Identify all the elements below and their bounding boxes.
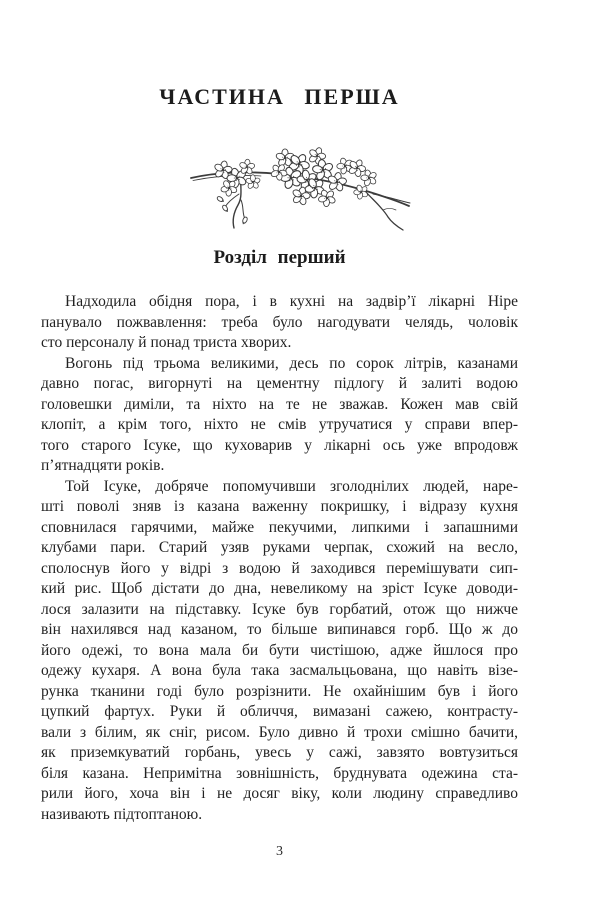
text-line: того старого Ісуке, що куховарив у лікарні ось уже впродовж	[41, 436, 518, 454]
text-line: лося залазити на підставку. Ісуке був горбатий, отож що нижче	[41, 600, 518, 618]
text-line: сповнилася гарячими, майже пекучими, липкими і запашними	[41, 518, 518, 536]
page-number: 3	[276, 844, 283, 859]
paragraph	[41, 477, 518, 826]
body-text	[41, 292, 518, 825]
text-line: Той Ісуке, добряче попомучивши зголоднілих людей, наре-	[65, 477, 518, 495]
text-line: сполоснув його у відрі з водою й заходився перемішувати сип-	[41, 559, 518, 577]
chapter-title: Розділ перший	[213, 247, 346, 268]
blossom-branch-icon	[187, 138, 413, 235]
text-line: Надходила обідня пора, і в кухні на задвір’ї лікарні Ніре	[65, 293, 518, 310]
text-column	[41, 84, 518, 860]
text-line: рунка тканини годі було розрізнити. Не охайнішим був і його	[41, 682, 518, 700]
text-line: як приземкуватий горбань, увесь у сажі, завзято вовтузиться	[41, 744, 518, 761]
text-line: цупкий фартух. Руки й обличчя, вимазані сажею, контрасту-	[41, 703, 518, 720]
text-line: сто персоналу й понад триста хворих.	[41, 334, 292, 351]
part-title: ЧАСТИНА ПЕРША	[159, 84, 400, 109]
text-line: Вогонь під трьома великими, десь по сорок літрів, казанами	[65, 354, 518, 372]
text-line: його одежі, то вона мала би бути чистішою, адже йшлося про	[41, 641, 518, 659]
text-line: одежу кухаря. А вона була така засмальцьована, що навіть візе-	[41, 662, 518, 679]
text-line: шті поволі зняв із казана важенну покришку, і відразу кухня	[41, 498, 518, 515]
blossom-branch-illustration	[187, 138, 413, 235]
text-line: п’ятнадцяти років.	[41, 457, 165, 474]
text-line: кий рис. Щоб дістати до дна, невеликому на зріст Ісуке доводи-	[41, 580, 518, 597]
text-line: клопіт, а крім того, ніхто не смів утручатися у справи впер-	[41, 416, 518, 433]
text-line: називають підтоптаною.	[41, 805, 203, 823]
text-line: давно погас, вигорнуті на цементну підлогу й залиті водою	[41, 375, 518, 392]
text-line: клубами пари. Старий узяв руками черпак, схожий на весло,	[41, 539, 518, 556]
text-line: вали з білим, як сніг, рисом. Було дивно й трохи смішно бачити,	[41, 723, 518, 741]
text-line: він нахилявся над казаном, то більше випинався горб. Що ж до	[41, 621, 518, 638]
text-line: рили його, хоча він і не досяг віку, коли людину справедливо	[41, 785, 518, 802]
text-line: біля казана. Непримітна зовнішність, бруднувата одежина ста-	[41, 764, 518, 782]
text-line: головешки диміли, та ніхто на те не зважав. Кожен мав свій	[41, 395, 518, 413]
paragraph	[41, 354, 518, 477]
paragraph	[41, 292, 518, 354]
text-line: панувало пожвавлення: треба було нагодувати челядь, чоловік	[41, 313, 518, 331]
